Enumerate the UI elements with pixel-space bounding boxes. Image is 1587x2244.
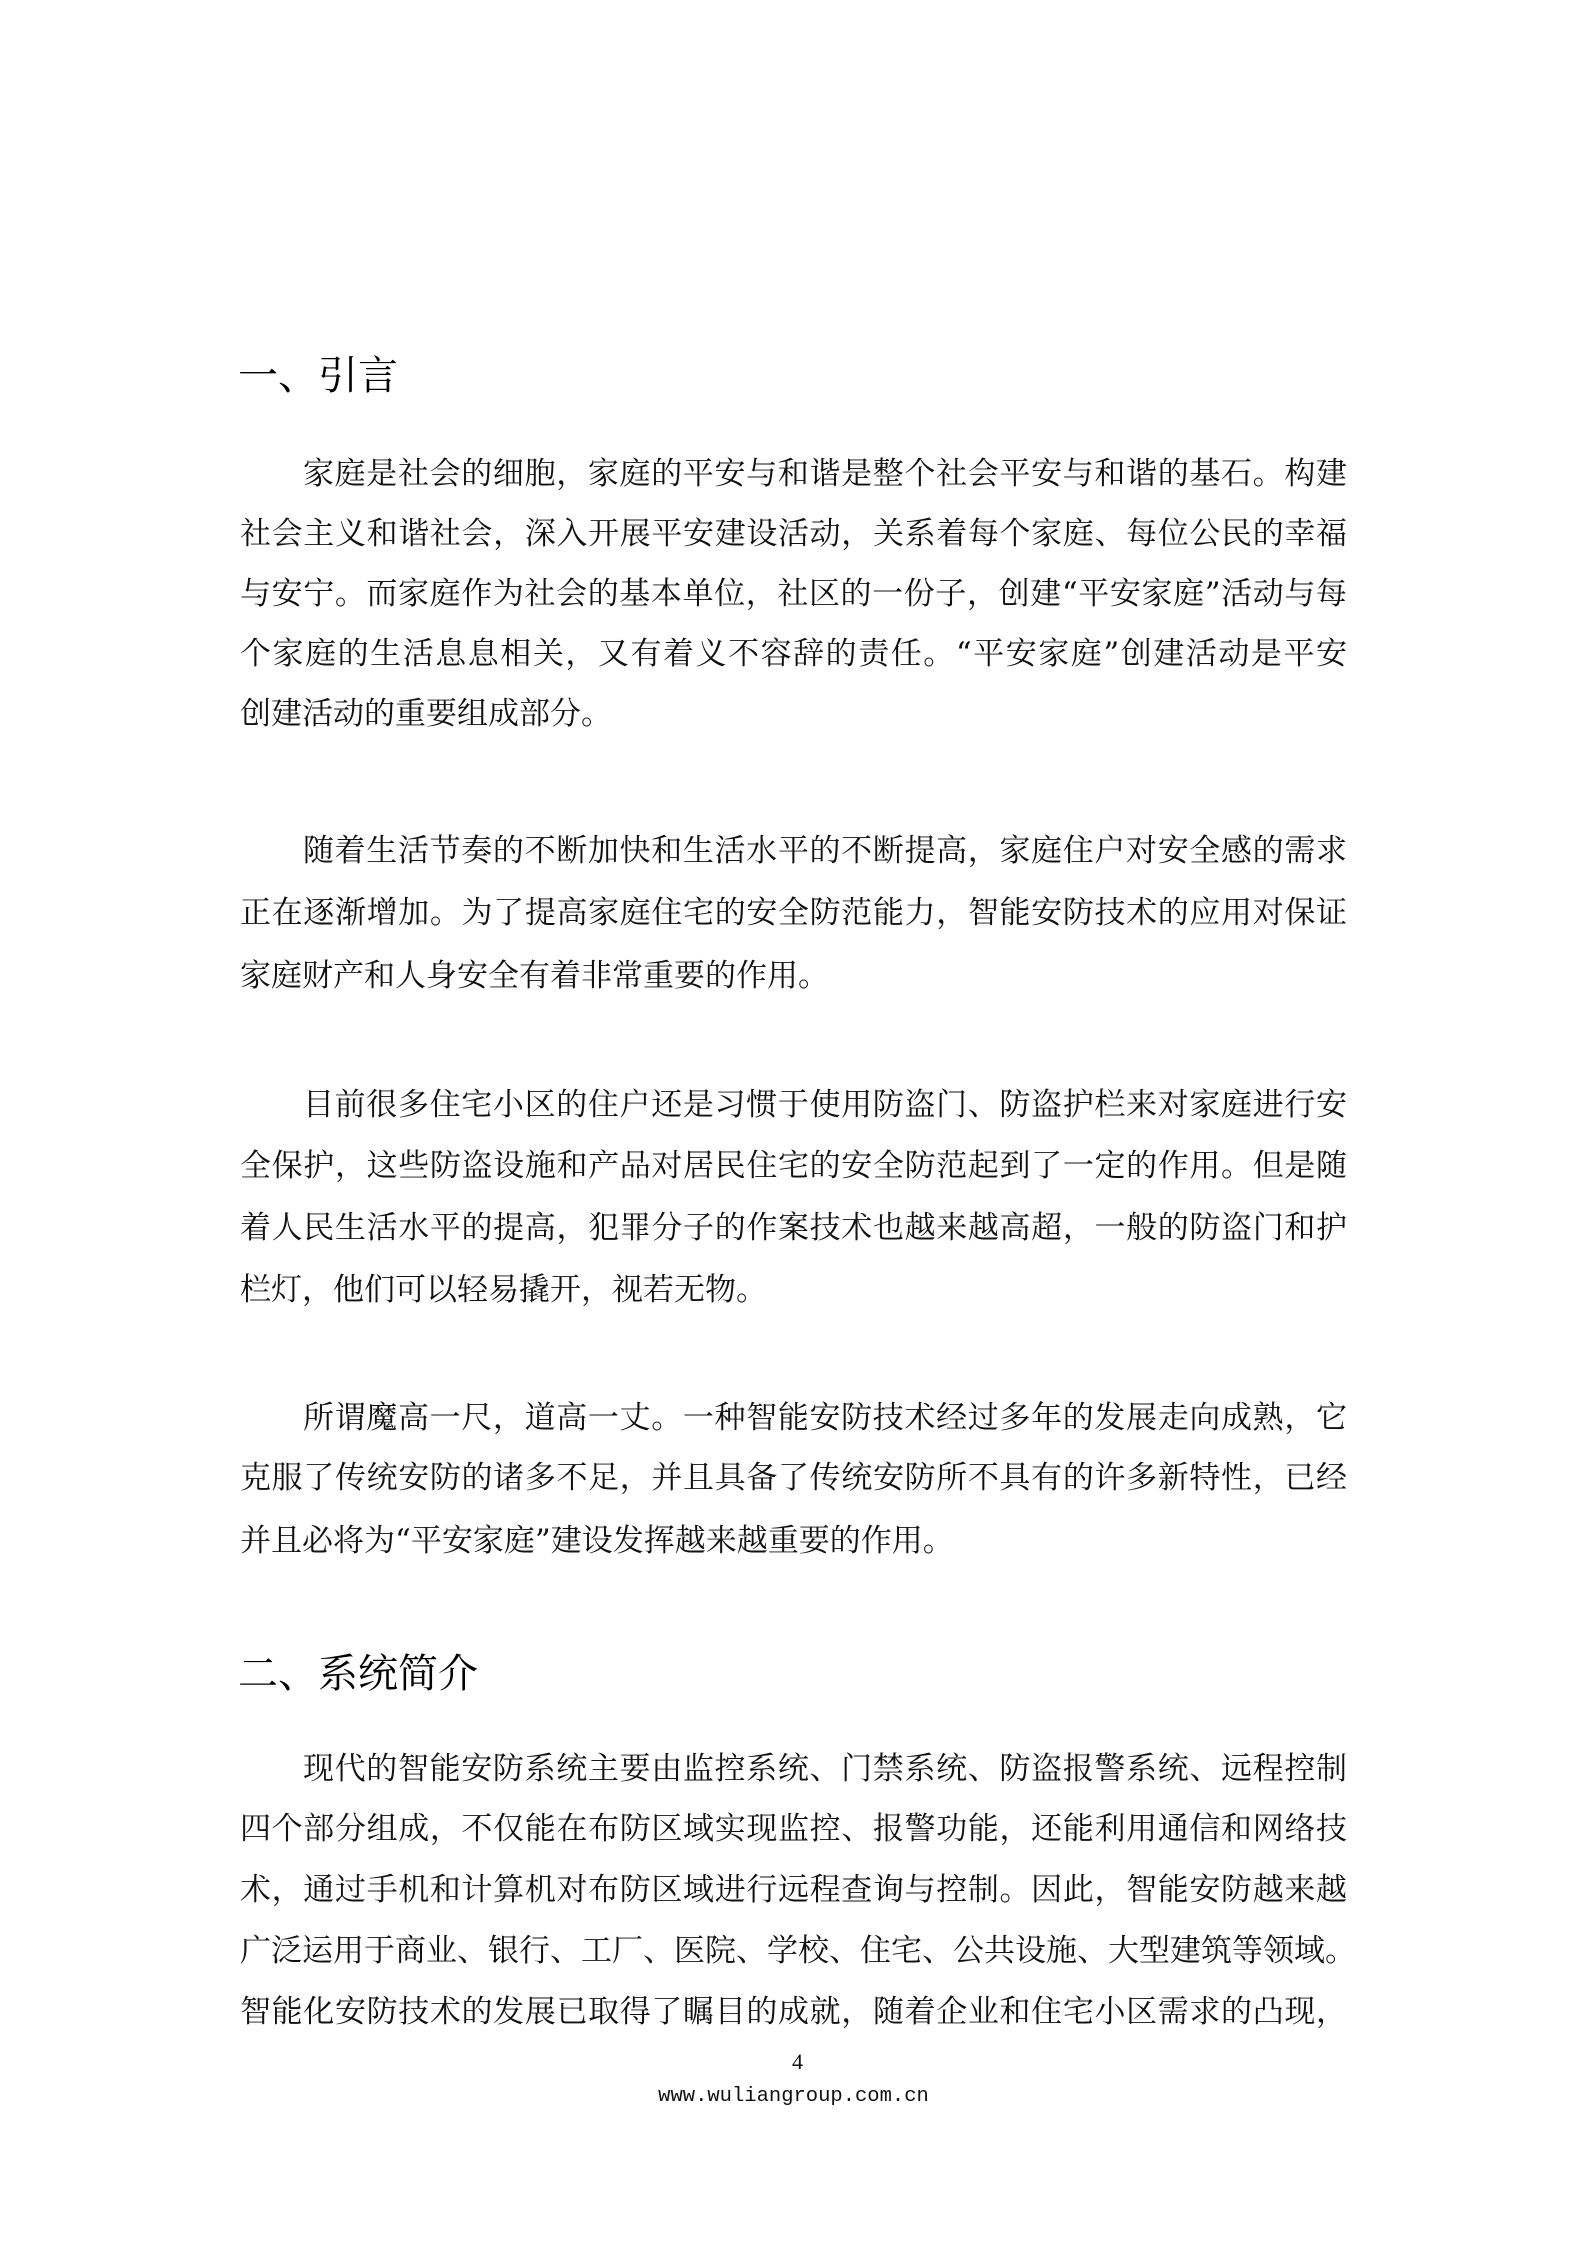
paragraph-line: 目前很多住宅小区的住户还是习惯于使用防盗门、防盗护栏来对家庭进行安 bbox=[303, 1087, 1347, 1123]
paragraph-line: 栏灯，他们可以轻易撬开，视若无物。 bbox=[240, 1272, 767, 1308]
paragraph-line: 家庭财产和人身安全有着非常重要的作用。 bbox=[240, 958, 829, 994]
section-heading-introduction: 一、引言 bbox=[238, 353, 398, 399]
paragraph-line: 广泛运用于商业、银行、工厂、医院、学校、住宅、公共设施、大型建筑等领域。 bbox=[240, 1933, 1356, 1969]
footer-url: www.wuliangroup.com.cn bbox=[658, 2085, 929, 2108]
page-number: 4 bbox=[792, 2049, 803, 2074]
section-heading-system-overview: 二、系统简介 bbox=[238, 1651, 478, 1697]
paragraph-line: 随着生活节奏的不断加快和生活水平的不断提高，家庭住户对安全感的需求 bbox=[303, 833, 1347, 869]
paragraph-line: 个家庭的生活息息相关，又有着义不容辞的责任。“平安家庭”创建活动是平安 bbox=[240, 636, 1347, 672]
paragraph-line: 着人民生活水平的提高，犯罪分子的作案技术也越来越高超，一般的防盗门和护 bbox=[240, 1210, 1347, 1246]
paragraph-line: 并且必将为“平安家庭”建设发挥越来越重要的作用。 bbox=[240, 1523, 954, 1559]
paragraph-line: 与安宁。而家庭作为社会的基本单位，社区的一份子，创建“平安家庭”活动与每 bbox=[240, 576, 1347, 612]
paragraph-line: 创建活动的重要组成部分。 bbox=[240, 696, 612, 732]
paragraph-line: 四个部分组成，不仅能在布防区域实现监控、报警功能，还能利用通信和网络技 bbox=[240, 1811, 1347, 1847]
paragraph-line: 现代的智能安防系统主要由监控系统、门禁系统、防盗报警系统、远程控制 bbox=[303, 1751, 1347, 1787]
paragraph-line: 所谓魔高一尺，道高一丈。一种智能安防技术经过多年的发展走向成熟，它 bbox=[303, 1400, 1347, 1436]
paragraph-line: 克服了传统安防的诸多不足，并且具备了传统安防所不具有的许多新特性，已经 bbox=[240, 1460, 1347, 1496]
paragraph-line: 正在逐渐增加。为了提高家庭住宅的安全防范能力，智能安防技术的应用对保证 bbox=[240, 895, 1347, 931]
paragraph-line: 术，通过手机和计算机对布防区域进行远程查询与控制。因此，智能安防越来越 bbox=[240, 1872, 1347, 1908]
paragraph-line: 智能化安防技术的发展已取得了瞩目的成就，随着企业和住宅小区需求的凸现， bbox=[240, 1994, 1347, 2030]
paragraph-line: 社会主义和谐社会，深入开展平安建设活动，关系着每个家庭、每位公民的幸福 bbox=[240, 516, 1347, 552]
paragraph-line: 家庭是社会的细胞，家庭的平安与和谐是整个社会平安与和谐的基石。构建 bbox=[303, 456, 1347, 492]
paragraph-line: 全保护，这些防盗设施和产品对居民住宅的安全防范起到了一定的作用。但是随 bbox=[240, 1148, 1347, 1184]
